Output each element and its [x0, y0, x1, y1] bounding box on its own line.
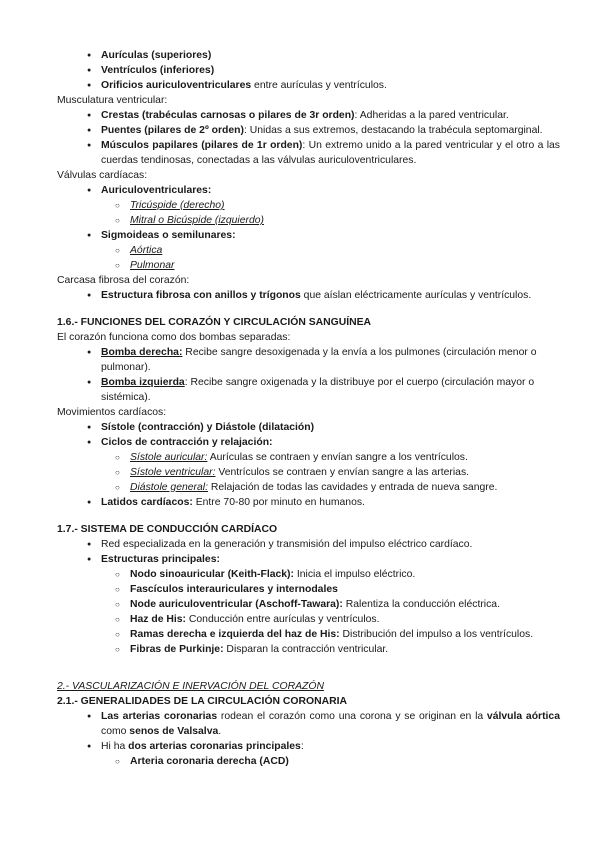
- node-av-bold: Node auriculoventricular (Aschoff-Tawara):: [130, 599, 343, 610]
- musculos-bold: Músculos papilares (pilares de 1r orden): [101, 140, 303, 151]
- latidos-text: Entre 70-80 por minuto en humanos.: [192, 497, 365, 508]
- list-item-bomba-izquierda: [57, 375, 560, 405]
- list-item-sistole-ventricular: [57, 465, 560, 480]
- pulmonar-text: Pulmonar: [130, 260, 175, 271]
- sistole-ventricular-label: Sístole ventricular:: [130, 467, 216, 478]
- list-item-estructuras: [57, 552, 560, 567]
- crestas-text: : Adheridas a la pared ventricular.: [354, 110, 509, 121]
- bomba-derecha-text: Recibe sangre desoxigenada y la envía a los pulmones (circulación menor o pulmonar).: [101, 347, 537, 373]
- list-item-auriculoventriculares: [57, 183, 560, 198]
- list-item-haz-his: [57, 612, 560, 627]
- puentes-text: : Unidas a sus extremos, destacando la trabécula septomarginal.: [243, 125, 543, 136]
- movimientos-label: Movimientos cardíacos:: [57, 407, 167, 418]
- musculos-text: : Un extremo unido a la pared ventricular y el otro a las cuerdas tendinosas, conectadas a las válvulas auriculoventriculares.: [101, 140, 560, 166]
- list-item-red: [57, 537, 560, 552]
- auriculas-text: Aurículas (superiores): [101, 50, 212, 61]
- funciones-intro: El corazón funciona como dos bombas separadas:: [57, 332, 291, 343]
- list-item-orificios: [57, 78, 560, 93]
- list-item-nodo-sinoauricular: [57, 567, 560, 582]
- haz-his-text: Conducción entre aurículas y ventrículos.: [186, 614, 380, 625]
- list-item-aortica: [57, 243, 560, 258]
- sistole-auricular-text: Aurículas se contraen y envían sangre a los ventrículos.: [207, 452, 468, 463]
- node-av-text: Ralentiza la conducción eléctrica.: [342, 599, 500, 610]
- nodo-sinoauricular-text: Inicia el impulso eléctrico.: [293, 569, 416, 580]
- list-item-ventriculos: [57, 63, 560, 78]
- fasciculos-text: Fascículos interauriculares y internodales: [130, 584, 338, 595]
- estructura-bold: Estructura fibrosa con anillos y trígonos: [101, 290, 301, 301]
- sistole-auricular-label: Sístole auricular:: [130, 452, 208, 463]
- section-heading-conduccion: 1.7.- SISTEMA DE CONDUCCIÓN CARDÍACO: [57, 524, 278, 535]
- arterias-text-2: como: [101, 726, 130, 737]
- bomba-izquierda-text: : Recibe sangre oxigenada y la distribuye por el cuerpo (circulación mayor o sistémica).: [101, 377, 535, 403]
- arterias-bold: Las arterias coronarias: [101, 711, 218, 722]
- red-text: Red especializada en la generación y transmisión del impulso eléctrico cardíaco.: [101, 539, 473, 550]
- puentes-bold: Puentes (pilares de 2º orden): [101, 125, 244, 136]
- aortica-text: Aórtica: [130, 245, 163, 256]
- tricuspide-text: Tricúspide (derecho): [130, 200, 225, 211]
- colon-text: :: [300, 741, 304, 752]
- sistole-diastole-text: Sístole (contracción) y Diástole (dilatación): [101, 422, 315, 433]
- arterias-text-3: .: [218, 726, 222, 737]
- ramas-text: Distribución del impulso a los ventrículos.: [339, 629, 534, 640]
- senos-valsalva-bold: senos de Valsalva: [129, 726, 219, 737]
- valvula-aortica-bold: válvula aórtica: [486, 711, 560, 722]
- section-heading-vascularizacion: 2.- VASCULARIZACIÓN E INERVACIÓN DEL CORAZÓN: [57, 681, 324, 692]
- list-item-tricuspide: [57, 198, 560, 213]
- latidos-bold: Latidos cardíacos:: [101, 497, 193, 508]
- musculatura-label: Musculatura ventricular:: [57, 95, 168, 106]
- auriculoventriculares-text: Auriculoventriculares:: [101, 185, 212, 196]
- list-item-bomba-derecha: [57, 345, 560, 375]
- list-item-sistole-diastole: [57, 420, 560, 435]
- sistole-ventricular-text: Ventrículos se contraen y envían sangre a las arterias.: [215, 467, 470, 478]
- list-item-latidos: [57, 495, 560, 510]
- fibras-text: Disparan la contracción ventricular.: [223, 644, 389, 655]
- list-item-fibras: [57, 642, 560, 657]
- orificios-text: entre aurículas y ventrículos.: [251, 80, 387, 91]
- list-item-puentes: [57, 123, 560, 138]
- haz-his-bold: Haz de His:: [130, 614, 187, 625]
- list-item-acd: [57, 754, 560, 769]
- list-item-dos-arterias: [57, 739, 560, 754]
- list-item-mitral: [57, 213, 560, 228]
- ventriculos-text: Ventrículos (inferiores): [101, 65, 215, 76]
- diastole-general-text: Relajación de todas las cavidades y entrada de nueva sangre.: [207, 482, 498, 493]
- section-heading-generalidades: 2.1.- GENERALIDADES DE LA CIRCULACIÓN CORONARIA: [57, 696, 347, 707]
- list-item-sigmoideas: [57, 228, 560, 243]
- valvulas-label: Válvulas cardíacas:: [57, 170, 148, 181]
- mitral-text: Mitral o Bicúspide (izquierdo): [130, 215, 264, 226]
- fibras-bold: Fibras de Purkinje:: [130, 644, 224, 655]
- carcasa-label: Carcasa fibrosa del corazón:: [57, 275, 190, 286]
- acd-text: Arteria coronaria derecha (ACD): [130, 756, 289, 767]
- arterias-text-1: rodean el corazón como una corona y se originan en la: [217, 711, 487, 722]
- list-item-diastole-general: [57, 480, 560, 495]
- sigmoideas-text: Sigmoideas o semilunares:: [101, 230, 236, 241]
- orificios-bold: Orificios auriculoventriculares: [101, 80, 252, 91]
- estructuras-text: Estructuras principales:: [101, 554, 220, 565]
- list-item-sistole-auricular: [57, 450, 560, 465]
- bomba-izquierda-label: Bomba izquierda: [101, 377, 185, 388]
- list-item-musculos: [57, 138, 560, 168]
- list-item-node-av: [57, 597, 560, 612]
- section-heading-funciones: 1.6.- FUNCIONES DEL CORAZÓN Y CIRCULACIÓN SANGUÍNEA: [57, 317, 372, 328]
- list-item-auriculas: [57, 48, 560, 63]
- list-item-fasciculos: [57, 582, 560, 597]
- bomba-derecha-label: Bomba derecha:: [101, 347, 183, 358]
- diastole-general-label: Diástole general:: [130, 482, 208, 493]
- list-item-estructura: [57, 288, 560, 303]
- list-item-crestas: [57, 108, 560, 123]
- list-item-arterias: [57, 709, 560, 739]
- hiha-text: Hi ha: [101, 741, 129, 752]
- ciclos-text: Ciclos de contracción y relajación:: [101, 437, 273, 448]
- dos-arterias-bold: dos arterias coronarias principales: [128, 741, 301, 752]
- crestas-bold: Crestas (trabéculas carnosas o pilares de 3r orden): [101, 110, 355, 121]
- list-item-ramas: [57, 627, 560, 642]
- list-item-pulmonar: [57, 258, 560, 273]
- estructura-text: que aíslan eléctricamente aurículas y ventrículos.: [300, 290, 532, 301]
- list-item-ciclos: [57, 435, 560, 450]
- ramas-bold: Ramas derecha e izquierda del haz de His:: [130, 629, 340, 640]
- nodo-sinoauricular-bold: Nodo sinoauricular (Keith-Flack):: [130, 569, 294, 580]
